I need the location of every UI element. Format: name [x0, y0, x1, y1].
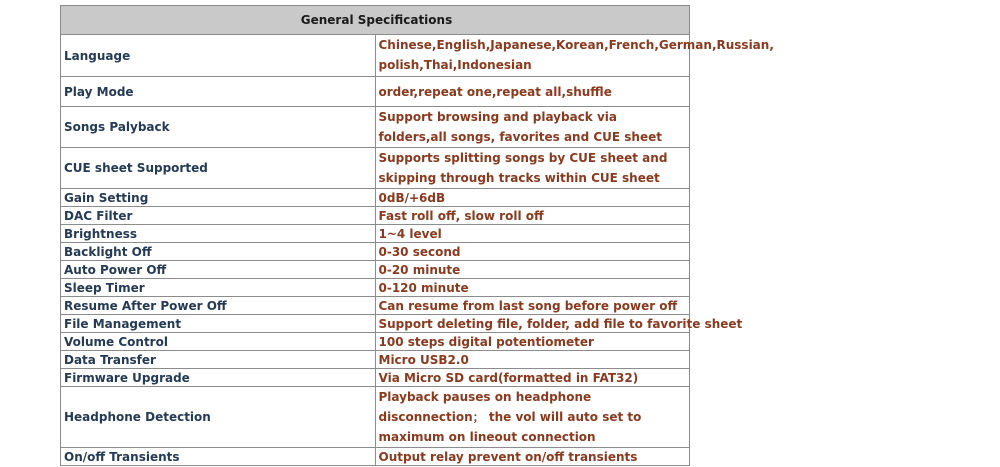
- row-label-file-management: File Management: [61, 315, 376, 333]
- table-row: [61, 243, 690, 261]
- row-label-headphone-detection: Headphone Detection: [61, 387, 376, 448]
- table-row: [61, 351, 690, 369]
- row-value-auto-power-off: 0-20 minute: [375, 261, 690, 279]
- table-row: [61, 315, 690, 333]
- row-label-dac-filter: DAC Filter: [61, 207, 376, 225]
- row-label-brightness: Brightness: [61, 225, 376, 243]
- row-label-volume-control: Volume Control: [61, 333, 376, 351]
- row-value-gain-setting: 0dB/+6dB: [375, 189, 690, 207]
- table-row: [61, 107, 690, 148]
- row-label-cue-sheet: CUE sheet Supported: [61, 148, 376, 189]
- row-value-resume: Can resume from last song before power off: [375, 297, 690, 315]
- row-label-resume: Resume After Power Off: [61, 297, 376, 315]
- table-row: [61, 261, 690, 279]
- row-label-firmware-upgrade: Firmware Upgrade: [61, 369, 376, 387]
- table-row: [61, 225, 690, 243]
- table-row: [61, 189, 690, 207]
- row-label-on-off-transients: On/off Transients: [61, 448, 376, 466]
- table-row: [61, 387, 690, 448]
- row-label-auto-power-off: Auto Power Off: [61, 261, 376, 279]
- table-row: [61, 369, 690, 387]
- specifications-table: [60, 5, 774, 466]
- row-label-language: Language: [61, 35, 376, 77]
- row-label-gain-setting: Gain Setting: [61, 189, 376, 207]
- row-label-data-transfer: Data Transfer: [61, 351, 376, 369]
- table-row: [61, 35, 690, 77]
- table-row: [61, 77, 690, 107]
- row-value-on-off-transients: Output relay prevent on/off transients: [375, 448, 690, 466]
- row-label-backlight-off: Backlight Off: [61, 243, 376, 261]
- table-row: [61, 148, 690, 189]
- row-value-cue-sheet: Supports splitting songs by CUE sheet and skipping through tracks within CUE sheet: [375, 148, 690, 189]
- row-value-file-management: Support deleting file, folder, add file to favorite sheet: [375, 315, 690, 333]
- table-row: [61, 448, 690, 466]
- row-label-sleep-timer: Sleep Timer: [61, 279, 376, 297]
- row-value-volume-control: 100 steps digital potentiometer: [375, 333, 690, 351]
- row-value-dac-filter: Fast roll off, slow roll off: [375, 207, 690, 225]
- row-label-songs-playback: Songs Palyback: [61, 107, 376, 148]
- row-label-play-mode: Play Mode: [61, 77, 376, 107]
- table-title: General Specifications: [61, 6, 690, 35]
- row-value-language: Chinese,English,Japanese,Korean,French,German,Russian, polish,Thai,Indonesian: [375, 35, 690, 77]
- table-row: [61, 207, 690, 225]
- row-value-backlight-off: 0-30 second: [375, 243, 690, 261]
- row-value-brightness: 1~4 level: [375, 225, 690, 243]
- row-value-sleep-timer: 0-120 minute: [375, 279, 690, 297]
- row-value-firmware-upgrade: Via Micro SD card(formatted in FAT32): [375, 369, 690, 387]
- row-value-headphone-detection: Playback pauses on headphone disconnection； the vol will auto set to maximum on lineout connection: [375, 387, 690, 448]
- row-value-play-mode: order,repeat one,repeat all,shuffle: [375, 77, 690, 107]
- table-row: [61, 279, 690, 297]
- table-row: [61, 333, 690, 351]
- table-row: [61, 297, 690, 315]
- row-value-songs-playback: Support browsing and playback via folders,all songs, favorites and CUE sheet: [375, 107, 690, 148]
- row-value-data-transfer: Micro USB2.0: [375, 351, 690, 369]
